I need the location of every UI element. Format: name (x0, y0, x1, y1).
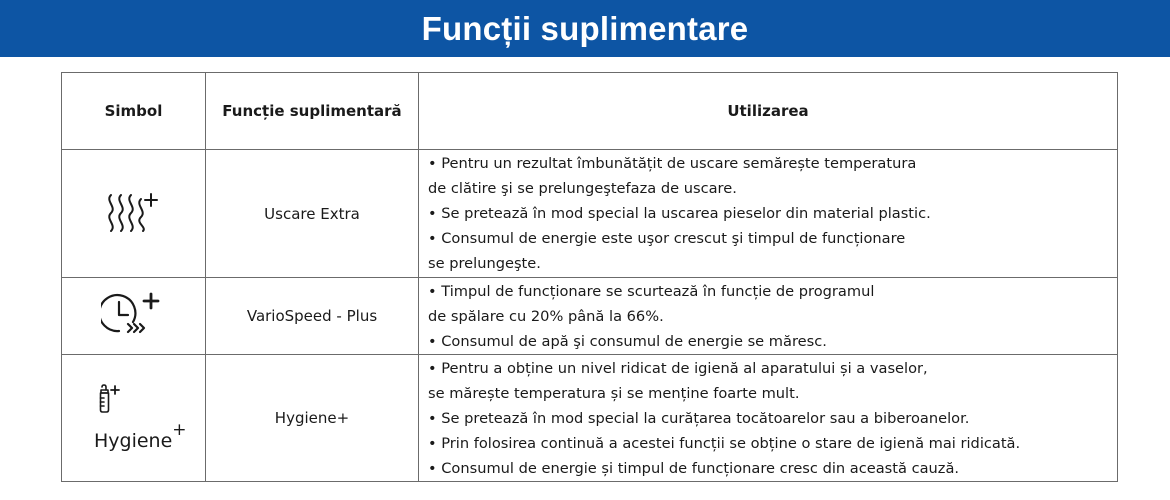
clock-speed-plus-icon (101, 288, 167, 344)
function-name: Uscare Extra (206, 150, 419, 278)
usage-line: • Se pretează în mod special la curățarea tocătoarelor sau a biberoanelor. (428, 410, 970, 427)
column-header-function: Funcție suplimentară (206, 73, 419, 150)
usage-line: • Consumul de apă şi consumul de energie se măresc. (428, 333, 827, 350)
usage-cell (419, 150, 1118, 278)
usage-line: se mărește temperatura și se menține foarte mult. (428, 385, 800, 402)
functions-table (61, 72, 1118, 482)
drying-waves-plus-icon (103, 189, 165, 239)
usage-line: se prelungeşte. (428, 255, 541, 272)
usage-line: • Consumul de energie și timpul de funcționare cresc din această cauză. (428, 460, 960, 477)
usage-line: • Pentru a obține un nivel ridicat de igienă al aparatului și a vaselor, (428, 360, 928, 377)
table-row (62, 278, 1118, 355)
usage-cell (419, 355, 1118, 482)
usage-line: • Consumul de energie este uşor crescut şi timpul de funcționare (428, 230, 906, 247)
baby-bottle-plus-icon (94, 384, 124, 418)
usage-line: • Se pretează în mod special la uscarea pieselor din material plastic. (428, 205, 931, 222)
usage-cell (419, 278, 1118, 355)
symbol-cell (62, 278, 206, 355)
table-row (62, 355, 1118, 482)
hygiene-symbol-label: Hygiene+ (94, 420, 187, 452)
usage-line: • Timpul de funcționare se scurtează în funcție de programul (428, 283, 875, 300)
usage-line: de spălare cu 20% până la 66%. (428, 308, 664, 325)
usage-line: • Prin folosirea continuă a acestei funcții se obține o stare de igienă mai ridicată. (428, 435, 1021, 452)
function-name: VarioSpeed - Plus (206, 278, 419, 355)
function-name: Hygiene+ (206, 355, 419, 482)
title-banner (0, 0, 1170, 57)
column-header-symbol: Simbol (62, 73, 206, 150)
symbol-cell (62, 355, 206, 482)
page-title: Funcții suplimentare (421, 9, 749, 47)
table-header-row (62, 73, 1118, 150)
table-row (62, 150, 1118, 278)
column-header-usage: Utilizarea (419, 73, 1118, 150)
usage-line: de clătire şi se prelungeştefaza de uscare. (428, 180, 737, 197)
usage-line: • Pentru un rezultat îmbunătățit de uscare semărește temperatura (428, 155, 917, 172)
symbol-cell (62, 150, 206, 278)
